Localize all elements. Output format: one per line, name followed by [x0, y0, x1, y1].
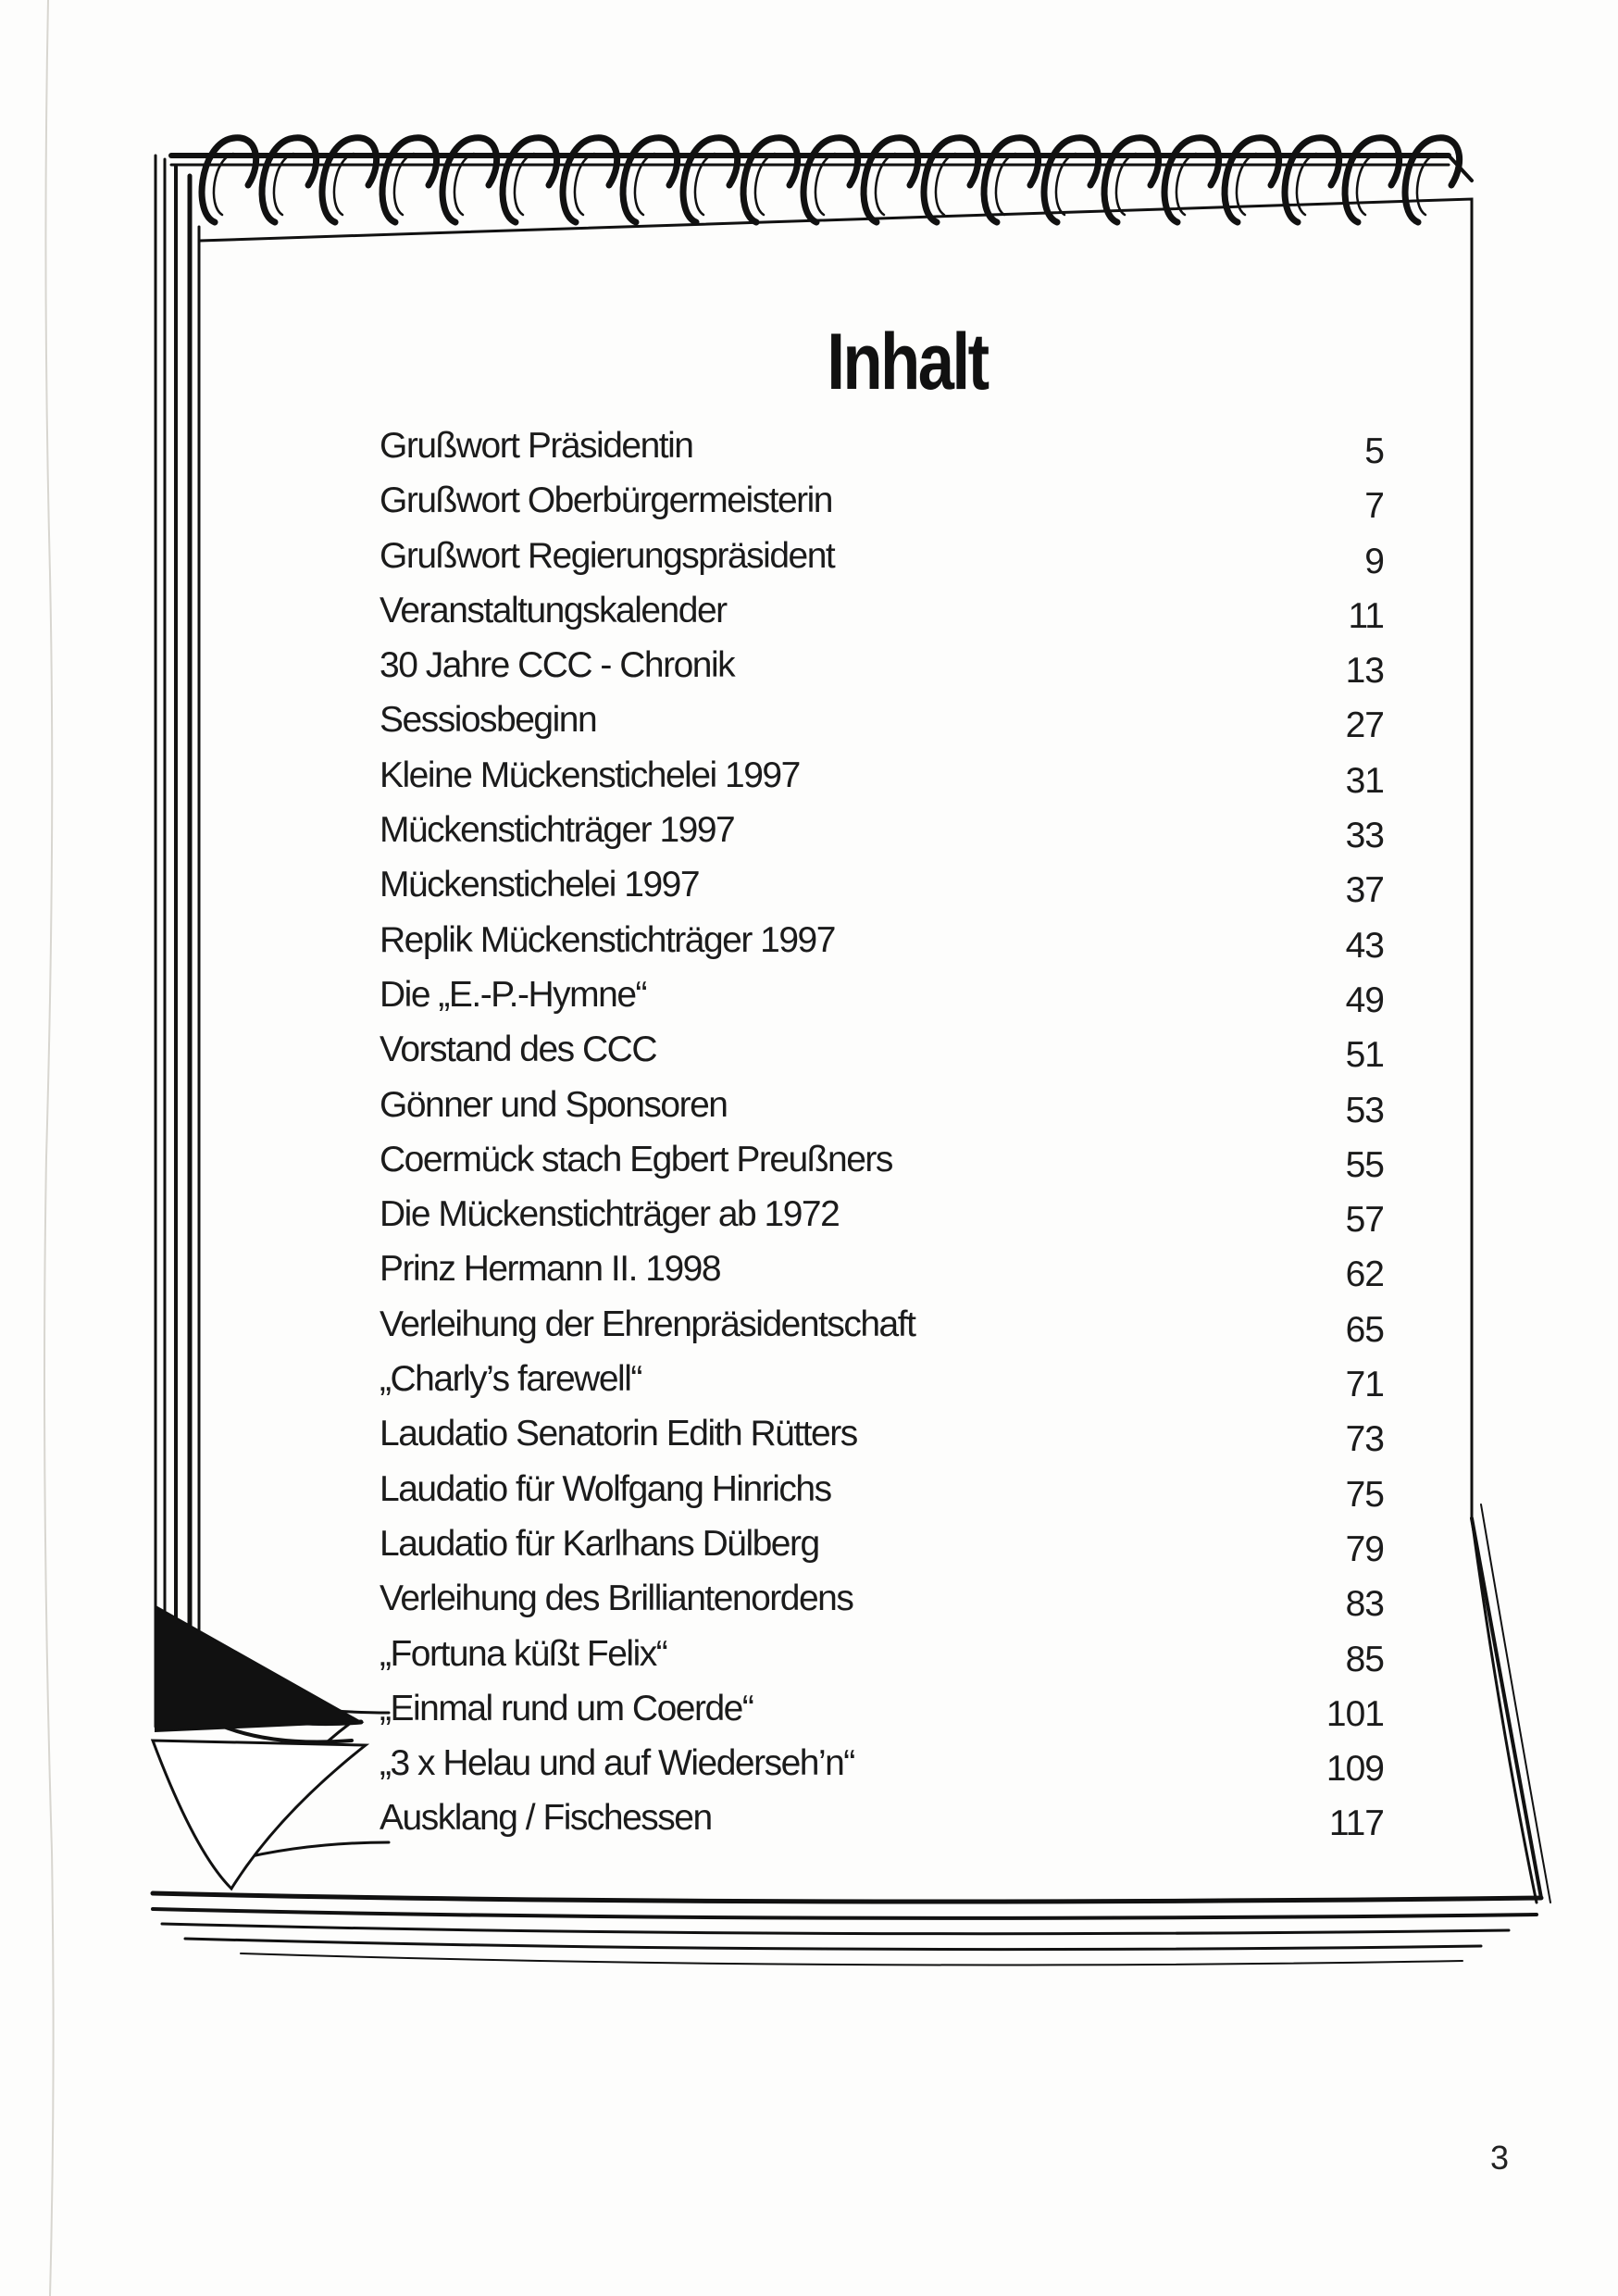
- toc-entry: [380, 748, 1384, 803]
- toc-entry-title: Vorstand des CCC: [380, 1029, 656, 1070]
- toc-entry: [380, 913, 1384, 967]
- toc-entry: [380, 1736, 1384, 1791]
- toc-entry: [380, 1297, 1384, 1352]
- spiral-coil-highlight: [695, 154, 715, 215]
- toc-entry-page: 75: [1345, 1474, 1384, 1515]
- spiral-coil: [262, 138, 317, 222]
- spiral-binding-icon: [202, 138, 1460, 222]
- spiral-coil-highlight: [876, 154, 895, 215]
- spiral-coil-highlight: [515, 154, 534, 215]
- toc-entry: [380, 583, 1384, 638]
- spiral-coil: [803, 138, 858, 222]
- spiral-coil-highlight: [1116, 154, 1136, 215]
- toc-entry: [380, 638, 1384, 693]
- toc-entry-page: 65: [1345, 1309, 1384, 1350]
- spiral-coil: [503, 138, 557, 222]
- spiral-coil-highlight: [815, 154, 835, 215]
- toc-entry: [380, 967, 1384, 1022]
- spiral-coil: [924, 138, 978, 222]
- toc-entry-title: Kleine Mückenstichelei 1997: [380, 755, 800, 795]
- toc-entry-page: 55: [1345, 1144, 1384, 1185]
- spiral-coil-highlight: [394, 154, 414, 215]
- toc-entry-page: 57: [1345, 1200, 1384, 1241]
- toc-entry-page: 37: [1345, 870, 1384, 911]
- toc-entry-title: Sessiosbeginn: [380, 700, 597, 741]
- spiral-coil-highlight: [575, 154, 594, 215]
- toc-entry-title: Replik Mückenstichträger 1997: [380, 919, 835, 960]
- toc-entry-title: Gönner und Sponsoren: [380, 1084, 728, 1125]
- spiral-coil: [382, 138, 437, 222]
- spiral-coil: [563, 138, 617, 222]
- toc-entry: [380, 1352, 1384, 1406]
- spiral-coil: [1345, 138, 1400, 222]
- toc-entry: [380, 418, 1384, 473]
- toc-entry: [380, 529, 1384, 583]
- spiral-coil-highlight: [1056, 154, 1076, 215]
- spiral-coil: [442, 138, 497, 222]
- table-of-contents: [380, 418, 1384, 1846]
- spiral-coil-highlight: [454, 154, 474, 215]
- toc-entry: [380, 1242, 1384, 1296]
- toc-entry: [380, 1571, 1384, 1626]
- toc-entry-title: Die Mückenstichträger ab 1972: [380, 1194, 840, 1235]
- toc-entry-title: „Fortuna küßt Felix“: [380, 1633, 667, 1674]
- spiral-coil: [864, 138, 918, 222]
- toc-entry-title: „3 x Helau und auf Wiederseh’n“: [380, 1743, 854, 1784]
- spiral-coil: [1225, 138, 1279, 222]
- toc-entry: [380, 693, 1384, 747]
- toc-entry-page: 11: [1348, 595, 1384, 636]
- toc-entry-page: 7: [1364, 486, 1384, 527]
- toc-entry: [380, 1022, 1384, 1077]
- page-title: Inhalt: [827, 317, 988, 406]
- spiral-coil: [1285, 138, 1339, 222]
- spiral-coil-highlight: [635, 154, 654, 215]
- toc-entry-title: Laudatio für Karlhans Dülberg: [380, 1523, 819, 1564]
- toc-entry-title: Verleihung des Brilliantenordens: [380, 1578, 853, 1619]
- toc-entry-page: 13: [1345, 651, 1384, 692]
- toc-entry-page: 33: [1345, 816, 1384, 856]
- toc-entry: [380, 1406, 1384, 1461]
- spiral-coil: [202, 138, 256, 222]
- toc-entry-page: 53: [1345, 1090, 1384, 1130]
- toc-entry-title: Mückenstichelei 1997: [380, 865, 700, 905]
- toc-entry-page: 83: [1345, 1584, 1384, 1625]
- toc-entry-title: Laudatio Senatorin Edith Rütters: [380, 1414, 857, 1454]
- spiral-coil-highlight: [1417, 154, 1437, 215]
- spiral-coil-highlight: [334, 154, 354, 215]
- toc-entry-page: 27: [1345, 705, 1384, 746]
- spiral-coil: [623, 138, 678, 222]
- toc-entry-page: 51: [1345, 1035, 1384, 1076]
- toc-entry-title: Veranstaltungskalender: [380, 590, 727, 630]
- toc-entry-page: 109: [1326, 1749, 1384, 1790]
- toc-entry-title: Mückenstichträger 1997: [380, 810, 735, 851]
- toc-entry: [380, 1627, 1384, 1681]
- page-number: 3: [1490, 2139, 1510, 2177]
- toc-entry-page: 85: [1345, 1639, 1384, 1679]
- toc-entry: [380, 1791, 1384, 1845]
- spiral-coil-highlight: [1357, 154, 1376, 215]
- toc-entry-page: 101: [1326, 1693, 1384, 1734]
- toc-entry-page: 117: [1328, 1803, 1384, 1844]
- spiral-coil-highlight: [755, 154, 775, 215]
- toc-entry-title: Coermück stach Egbert Preußners: [380, 1139, 892, 1179]
- toc-entry-page: 73: [1345, 1419, 1384, 1460]
- toc-entry: [380, 857, 1384, 912]
- toc-entry-title: „Einmal rund um Coerde“: [380, 1688, 753, 1728]
- toc-entry-page: 62: [1345, 1254, 1384, 1295]
- spiral-coil-highlight: [1176, 154, 1196, 215]
- toc-entry-page: 9: [1364, 541, 1384, 581]
- toc-entry-page: 71: [1345, 1365, 1384, 1405]
- toc-entry: [380, 1078, 1384, 1132]
- spiral-coil: [743, 138, 798, 222]
- toc-entry: [380, 473, 1384, 528]
- spiral-coil-highlight: [214, 154, 233, 215]
- toc-entry-title: 30 Jahre CCC - Chronik: [380, 645, 735, 686]
- spiral-coil: [1405, 138, 1460, 222]
- toc-entry: [380, 1681, 1384, 1736]
- spiral-coil-highlight: [996, 154, 1015, 215]
- toc-entry-title: Grußwort Regierungspräsident: [380, 535, 835, 576]
- toc-entry-page: 79: [1345, 1529, 1384, 1569]
- toc-entry-title: Verleihung der Ehrenpräsidentschaft: [380, 1304, 915, 1344]
- toc-entry: [380, 1462, 1384, 1516]
- toc-entry: [380, 1132, 1384, 1187]
- spiral-coil-highlight: [936, 154, 955, 215]
- toc-entry-page: 43: [1345, 925, 1384, 966]
- toc-entry-title: Grußwort Präsidentin: [380, 426, 693, 466]
- toc-entry-page: 5: [1364, 431, 1384, 471]
- spiral-coil: [984, 138, 1039, 222]
- toc-entry-page: 31: [1345, 760, 1384, 801]
- toc-entry-title: Laudatio für Wolfgang Hinrichs: [380, 1468, 831, 1509]
- toc-entry-title: Prinz Hermann II. 1998: [380, 1249, 721, 1290]
- spiral-coil-highlight: [274, 154, 293, 215]
- toc-entry-title: Grußwort Oberbürgermeisterin: [380, 480, 832, 521]
- toc-entry-title: Ausklang / Fischessen: [380, 1798, 712, 1839]
- spiral-coil: [1044, 138, 1099, 222]
- toc-entry: [380, 803, 1384, 857]
- spiral-coil: [322, 138, 377, 222]
- toc-entry-title: Die „E.-P.-Hymne“: [380, 974, 647, 1015]
- spiral-coil: [683, 138, 738, 222]
- toc-entry-page: 49: [1345, 980, 1384, 1020]
- toc-entry: [380, 1187, 1384, 1242]
- toc-entry-title: „Charly’s farewell“: [380, 1359, 641, 1400]
- toc-entry: [380, 1516, 1384, 1571]
